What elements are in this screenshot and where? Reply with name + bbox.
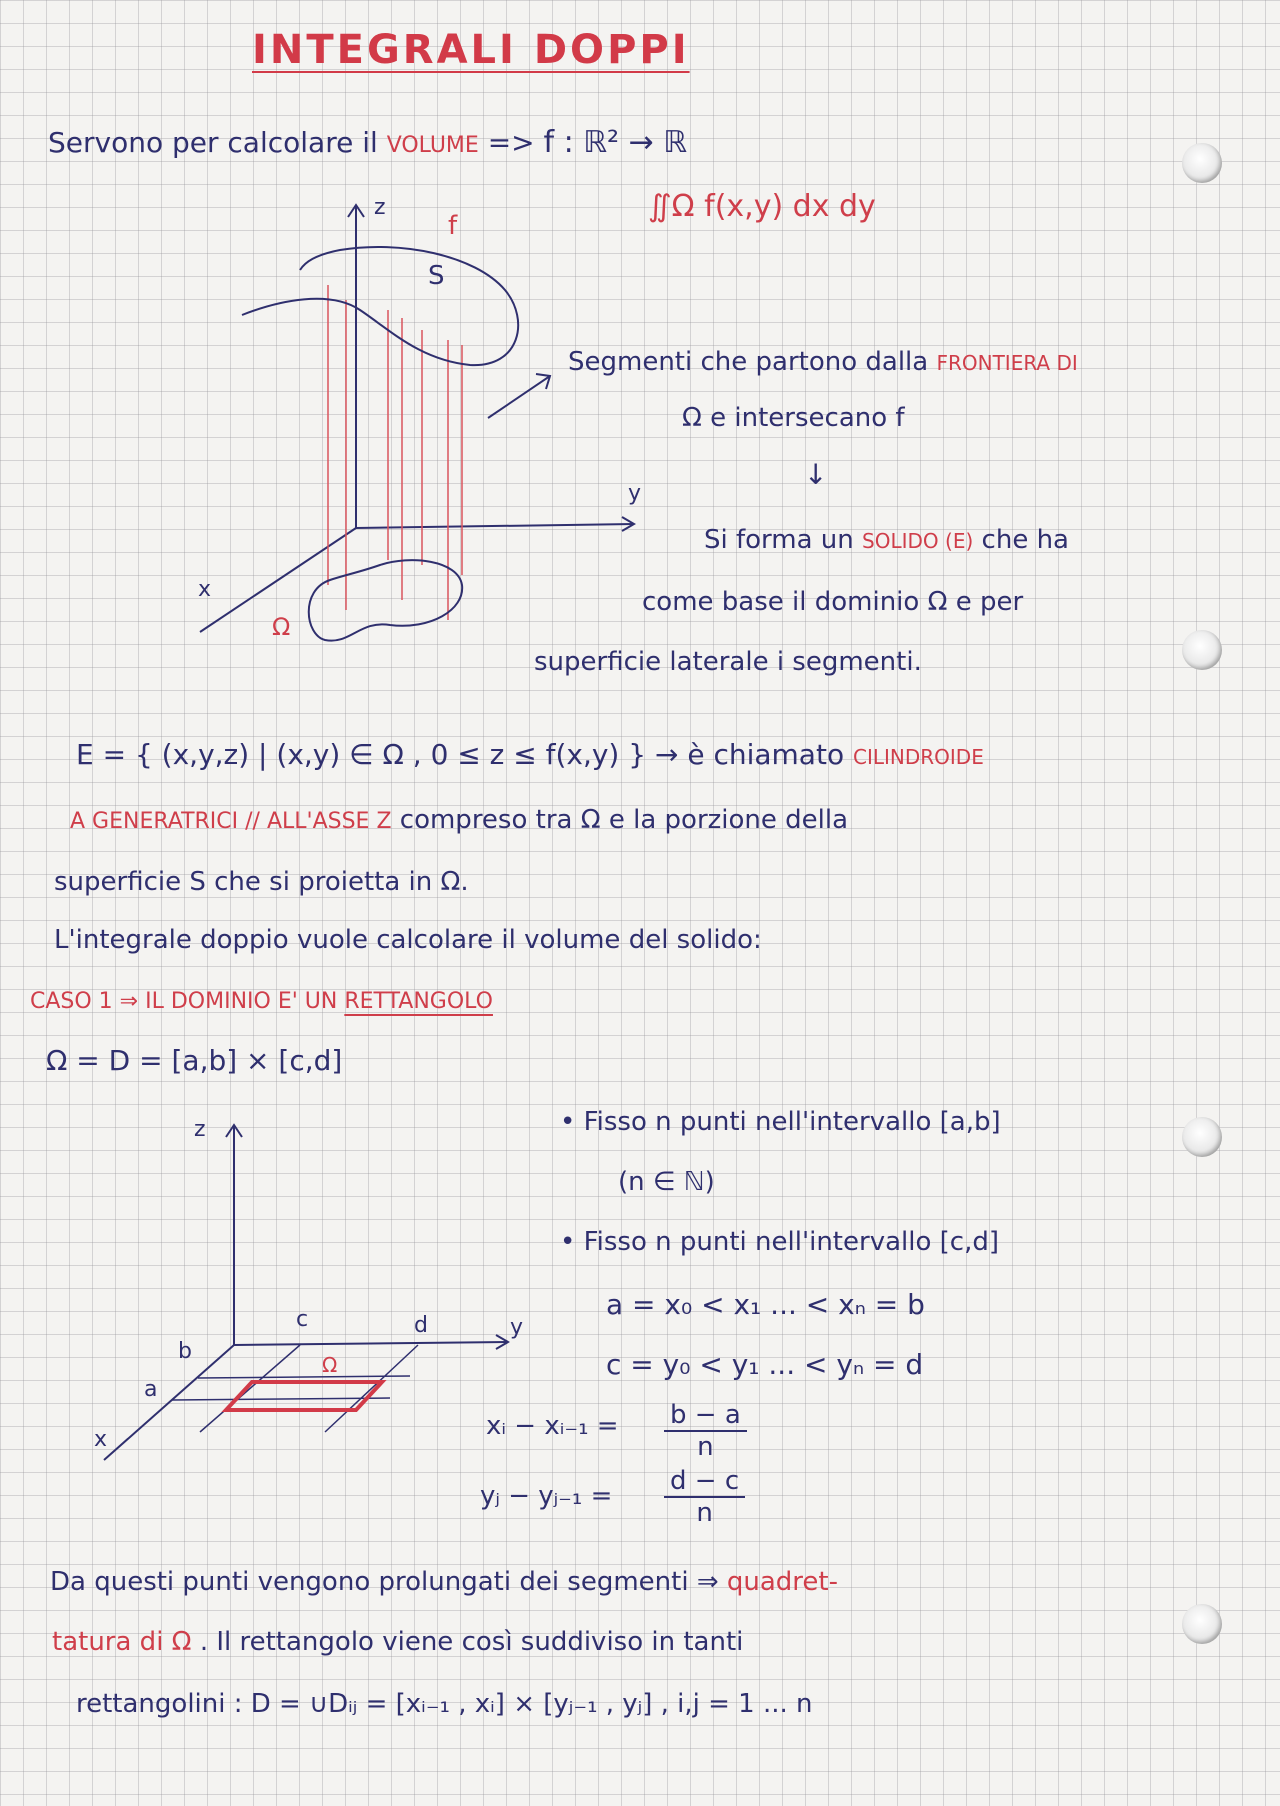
caso1-rettangolo: RETTANGOLO — [344, 989, 493, 1014]
definition-cilindroide: CILINDROIDE — [852, 745, 984, 769]
figure1-surface-S — [242, 247, 518, 365]
figure2-label-d: d — [414, 1313, 428, 1338]
equation-dx-fraction — [664, 1400, 747, 1462]
figure1-label-x: x — [198, 577, 212, 602]
figure1-y-axis — [356, 524, 634, 528]
equation-dy-numerator: d − c — [664, 1466, 745, 1498]
equation-dy-fraction — [664, 1466, 745, 1528]
annotation-line4: come base il dominio Ω e per — [642, 587, 1024, 617]
annotation-line3 — [704, 526, 1069, 555]
annotation-line3-prefix: Si forma un — [704, 525, 854, 555]
annotation-line1-text: Segmenti che partono dalla — [568, 347, 929, 377]
definition-generatrici: A GENERATRICI // ALL'ASSE Z — [70, 809, 392, 834]
annotation-solido: SOLIDO (E) — [862, 529, 974, 553]
figure2-label-z: z — [194, 1117, 206, 1142]
equation-dx-numerator: b − a — [664, 1400, 747, 1432]
figure2-label-b: b — [178, 1339, 192, 1364]
double-integral: ∬Ω f(x,y) dx dy — [648, 189, 876, 224]
caso1-line — [30, 990, 493, 1014]
figure2-rectangle-omega — [226, 1382, 382, 1410]
figure2-label-y: y — [510, 1315, 524, 1340]
closing-line3: rettangolini : D = ∪Dᵢⱼ = [xᵢ₋₁ , xᵢ] × [yⱼ₋₁ , yⱼ] , i,j = 1 ... n — [76, 1689, 813, 1719]
bullet1-line2: (n ∈ ℕ) — [618, 1167, 715, 1197]
equation-dy-left: yⱼ − yⱼ₋₁ = — [480, 1481, 613, 1511]
annotation-line2: Ω e intersecano f — [682, 403, 905, 433]
figure1-label-y: y — [628, 481, 642, 506]
figure1-label-S: S — [428, 261, 445, 291]
intro-prefix: Servono per calcolare il — [48, 126, 378, 159]
closing-tatura: tatura di Ω — [52, 1627, 192, 1657]
figure2-x-axis — [104, 1345, 234, 1460]
figure2-grid-lines — [172, 1345, 418, 1432]
annotation-line3-suffix: che ha — [981, 525, 1069, 555]
figure2-label-a: a — [144, 1377, 158, 1402]
caso1-label: CASO 1 ⇒ IL DOMINIO E' UN — [30, 989, 338, 1014]
bullet1-line1: • Fisso n punti nell'intervallo [a,b] — [560, 1107, 1001, 1137]
closing-line2 — [52, 1628, 743, 1657]
figure2-label-x: x — [94, 1427, 108, 1452]
intro-volume: VOLUME — [386, 133, 479, 158]
definition-line4: L'integrale doppio vuole calcolare il volume del solido: — [54, 925, 762, 955]
closing-line1-prefix: Da questi punti vengono prolungati dei segmenti ⇒ — [50, 1567, 719, 1597]
annotation-line1 — [568, 348, 1078, 377]
annotation-arrow — [488, 374, 550, 418]
definition-line2-suffix: compreso tra Ω e la porzione della — [399, 805, 849, 835]
intro-arrow: => — [487, 126, 535, 159]
figure1-axes — [200, 205, 634, 632]
equation-y-partition: c = y₀ < y₁ ... < yₙ = d — [606, 1348, 924, 1381]
equation-x-partition: a = x₀ < x₁ ... < xₙ = b — [606, 1288, 925, 1321]
closing-quadrettatura: quadret- — [726, 1567, 838, 1597]
annotation-frontiera: FRONTIERA DI — [936, 351, 1078, 375]
annotation-line5: superficie laterale i segmenti. — [534, 647, 922, 677]
figure2-y-axis — [234, 1342, 508, 1345]
definition-line1 — [76, 740, 984, 771]
equation-dx-denominator: n — [697, 1432, 714, 1462]
intro-function: f : ℝ² → ℝ — [543, 125, 688, 160]
bullet2-line1: • Fisso n punti nell'intervallo [c,d] — [560, 1227, 999, 1257]
page-title: INTEGRALI DOPPI — [252, 27, 690, 73]
figure1-label-z: z — [374, 195, 386, 220]
definition-formula: E = { (x,y,z) | (x,y) ∈ Ω , 0 ≤ z ≤ f(x,y) } → è chiamato — [76, 738, 845, 771]
equation-dx-left: xᵢ − xᵢ₋₁ = — [486, 1411, 619, 1441]
figure2-label-c: c — [296, 1307, 309, 1332]
figure1-label-f: f — [448, 211, 458, 241]
definition-line2 — [70, 806, 848, 835]
definition-line3: superficie S che si proietta in Ω. — [54, 867, 469, 897]
figure1-domain-omega — [309, 560, 462, 640]
caso1-formula: Ω = D = [a,b] × [c,d] — [46, 1044, 343, 1077]
closing-line2-suffix: . Il rettangolo viene così suddiviso in tanti — [199, 1627, 744, 1657]
annotation-down-arrow: ↓ — [804, 458, 828, 491]
closing-line1 — [50, 1568, 838, 1597]
figure2-label-omega: Ω — [322, 1353, 338, 1377]
figure1-label-omega: Ω — [272, 613, 291, 641]
equation-dy-denominator: n — [696, 1498, 713, 1528]
